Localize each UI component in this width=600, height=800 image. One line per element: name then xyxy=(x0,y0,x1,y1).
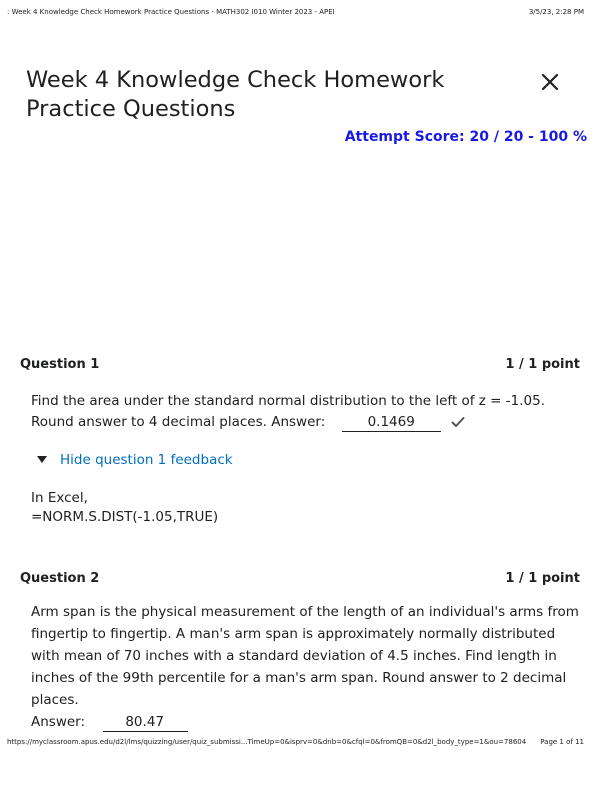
answer-value: 80.47 xyxy=(125,714,164,730)
answer-label: Answer: xyxy=(31,714,86,730)
feedback-line: In Excel, xyxy=(31,490,88,506)
question-2 xyxy=(20,571,580,733)
close-icon[interactable] xyxy=(538,70,562,94)
print-header-title: : Week 4 Knowledge Check Homework Practice Questions - MATH302 I010 Winter 2023 - APEI xyxy=(7,8,335,16)
question-header xyxy=(20,357,580,377)
question-header xyxy=(20,571,580,591)
hide-feedback-toggle[interactable] xyxy=(37,452,580,468)
answer-value: 0.1469 xyxy=(367,414,415,430)
title-row xyxy=(26,66,586,124)
answer-field xyxy=(103,714,188,732)
answer-field xyxy=(342,414,441,432)
attempt-score: Attempt Score: 20 / 20 - 100 % xyxy=(344,129,587,145)
question-text xyxy=(31,391,581,433)
page-title: Week 4 Knowledge Check Homework Practice Questions xyxy=(26,67,445,122)
question-answer-row xyxy=(31,711,581,733)
feedback-text xyxy=(31,489,580,527)
correct-check-icon xyxy=(451,416,465,428)
print-header xyxy=(0,0,600,24)
question-1 xyxy=(20,357,580,527)
question-points: 1 / 1 point xyxy=(505,357,580,372)
question-text-line: Find the area under the standard normal distribution to the left of z = -1.05. xyxy=(31,393,546,409)
print-footer-url: https://myclassroom.apus.edu/d2l/lms/quizzing/user/quiz_submissi...TimeUp=0&isprv=0&dnb=0&cfql=0&fromQB=0&d2l_body_type=1&ou=78604 xyxy=(7,738,527,746)
feedback-line: =NORM.S.DIST(-1.05,TRUE) xyxy=(31,509,219,525)
question-text-line: Round answer to 4 decimal places. Answer: xyxy=(31,414,326,430)
question-text xyxy=(31,601,581,733)
print-header-datetime: 3/5/23, 2:28 PM xyxy=(528,8,584,16)
question-points: 1 / 1 point xyxy=(505,571,580,586)
print-footer-page: Page 1 of 11 xyxy=(540,738,584,746)
feedback-toggle-label[interactable]: Hide question 1 feedback xyxy=(60,452,233,468)
triangle-down-icon xyxy=(37,456,47,464)
question-answer-row xyxy=(31,412,581,433)
question-text-paragraph: Arm span is the physical measurement of the length of an individual's arms from fingertip to fingertip. A man's arm span is approximately normally distributed with mean of 70 inches with a standard deviation of 4.5 inches. Find length in inches of the 99th percentile for a man's arm span. Round answer to 2 decimal places. xyxy=(31,604,579,708)
question-title: Question 1 xyxy=(20,357,100,372)
question-title: Question 2 xyxy=(20,571,100,586)
